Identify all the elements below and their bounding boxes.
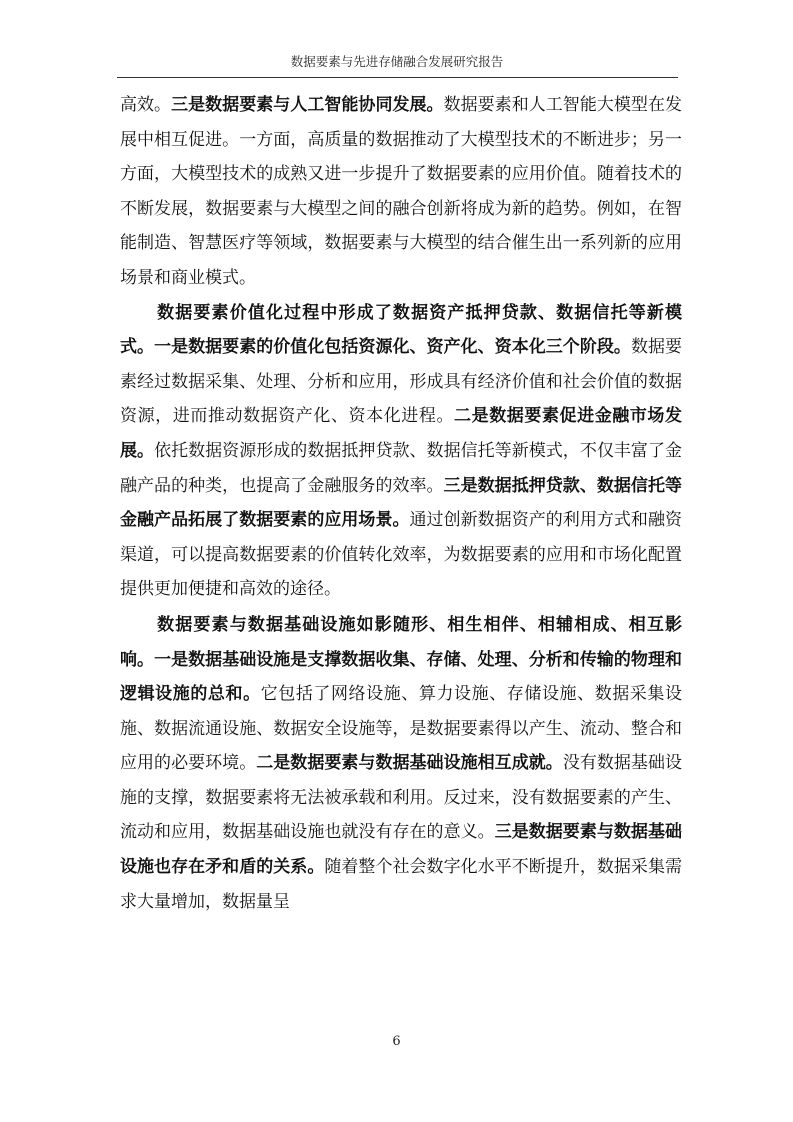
bold-text-run: 三是数据要素与人工智能协同发展。 (171, 95, 444, 115)
bold-text-run: 数据要素价值化过程中形成了数据资产抵押贷款、数据信托等新模式。 (120, 302, 682, 358)
paragraph (120, 88, 682, 296)
bold-text-run: 三是数据要素与数据基础设施也存在矛和盾的关系。 (120, 822, 682, 878)
text-run: 依托数据资源形成的数据抵押贷款、数据信托等新模式，不仅丰富了金融产品的种类，也提高了金融服务的效率。 (120, 440, 682, 496)
text-run: 随着整个社会数字化水平不断提升，数据采集需求大量增加，数据量呈 (120, 857, 682, 912)
bold-text-run: 一是数据要素的价值化包括资源化、资产化、资本化三个阶段。 (154, 337, 631, 358)
page-number: 6 (392, 1034, 401, 1049)
text-run: 数据要素经过数据采集、处理、分析和应用，形成具有经济价值和社会价值的数据资源，进而推动数据资产化、资本化进程。 (120, 337, 682, 427)
bold-text-run: 一是数据基础设施是支撑数据收集、存储、处理、分析和传输的物理和逻辑设施的总和。 (120, 649, 682, 705)
running-header: 数据要素与先进存储融合发展研究报告 (290, 54, 504, 69)
text-run: 数据要素和人工智能大模型在发展中相互促进。一方面，高质量的数据推动了大模型技术的不断进步；另一方面，大模型技术的成熟又进一步提升了数据要素的应用价值。随着技术的不断发展，数据要素与大模型之间的融合创新将成为新的趋势。例如，在智能制造、智慧医疗等领域，数据要素与大模型的结合催生出一系列新的应用场景和商业模式。 (120, 95, 682, 288)
body-text (120, 88, 682, 919)
text-run: 通过创新数据资产的利用方式和融资渠道，可以提高数据要素的价值转化效率，为数据要素的应用和市场化配置提供更加便捷和高效的途径。 (120, 510, 682, 600)
text-run: 没有数据基础设施的支撑，数据要素将无法被承载和利用。反过来，没有数据要素的产生、流动和应用，数据基础设施也就没有存在的意义。 (120, 753, 682, 843)
paragraph (120, 608, 682, 919)
text-run: 高效。 (120, 95, 172, 115)
bold-text-run: 二是数据要素促进金融市场发展。 (120, 406, 683, 461)
header-divider (117, 77, 678, 78)
paragraph (120, 296, 682, 607)
bold-text-run: 二是数据要素与数据基础设施相互成就。 (256, 753, 563, 774)
text-run: 它包括了网络设施、算力设施、存储设施、数据采集设施、数据流通设施、数据安全设施等，是数据要素得以产生、流动、整合和应用的必要环境。 (120, 684, 683, 774)
bold-text-run: 数据要素与数据基础设施如影随形、相生相伴、相辅相成、相互影响。 (120, 614, 682, 670)
bold-text-run: 三是数据抵押贷款、数据信托等金融产品拓展了数据要素的应用场景。 (120, 475, 682, 531)
